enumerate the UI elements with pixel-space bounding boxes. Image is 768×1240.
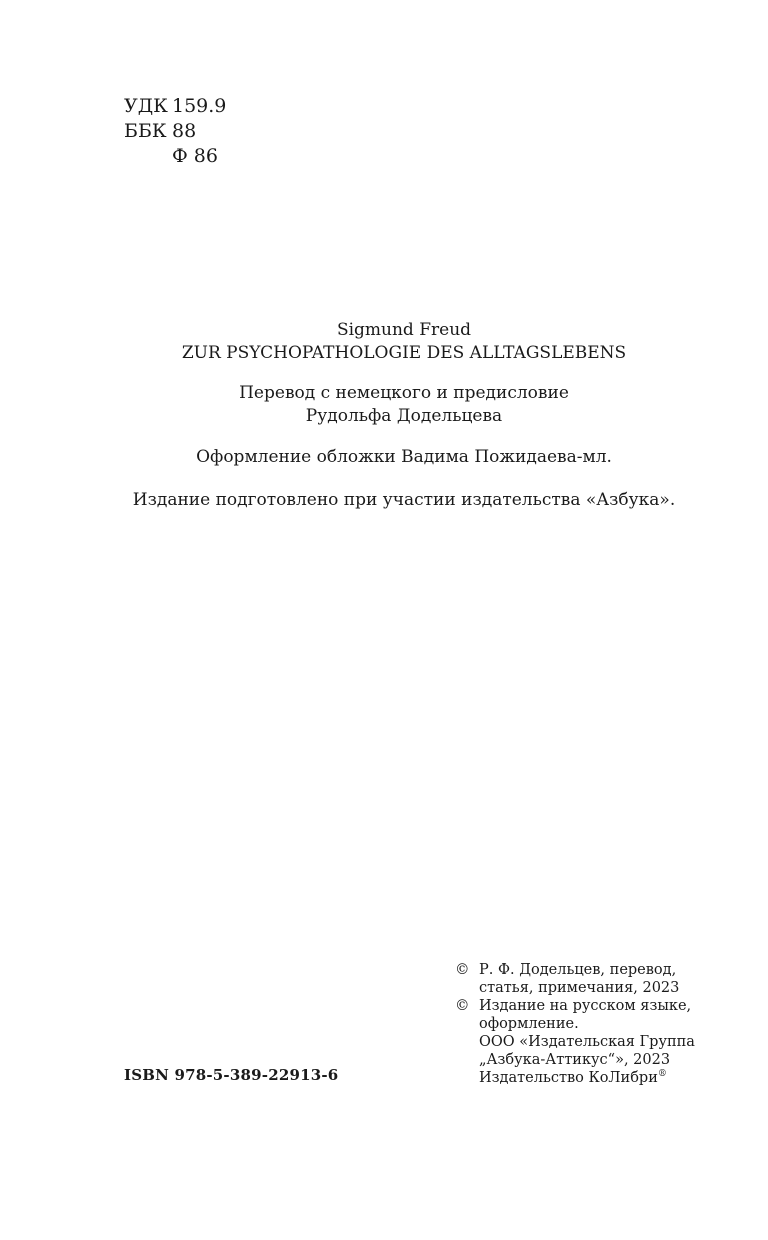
- udk-value: 159.9: [172, 95, 227, 117]
- registered-mark-icon: ®: [657, 1069, 667, 1080]
- copyright-entry-translation: [455, 961, 695, 997]
- publisher-note: [0, 489, 768, 512]
- copyright-line-publisher: [479, 1069, 695, 1087]
- copyright-icon: ©: [455, 962, 470, 978]
- copyright-block: [455, 961, 695, 1087]
- copyright-line: Р. Ф. Додельцев, перевод,: [479, 962, 677, 978]
- bbk-label: ББК: [124, 120, 167, 142]
- isbn: ISBN 978-5-389-22913-6: [124, 1066, 339, 1084]
- bbk-value: 88: [172, 120, 197, 142]
- cover-design-text: Оформление обложки Вадима Пожидаева-мл.: [196, 447, 612, 467]
- copyright-icon: ©: [455, 998, 470, 1014]
- translation-credit: [0, 382, 768, 428]
- copyright-line: статья, примечания, 2023: [479, 980, 680, 996]
- cover-design-credit: [0, 446, 768, 469]
- translation-line-1: Перевод с немецкого и предисловие: [239, 383, 569, 403]
- original-title: ZUR PSYCHOPATHOLOGIE DES ALLTAGSLEBENS: [181, 343, 627, 363]
- bbk-row: [124, 119, 226, 144]
- publisher-note-text: Издание подготовлено при участии издательства «Азбука».: [132, 490, 676, 510]
- copyright-line: „Азбука-Аттикус“», 2023: [479, 1052, 671, 1068]
- udk-label: УДК: [124, 95, 168, 117]
- copyright-line: оформление.: [479, 1016, 579, 1032]
- copyright-line: Издание на русском языке,: [479, 998, 692, 1014]
- classification-block: [124, 94, 226, 169]
- author-mark: Ф 86: [172, 145, 218, 167]
- translation-line-2: Рудольфа Додельцева: [305, 406, 503, 426]
- copyright-entry-edition: [455, 997, 695, 1087]
- publisher-name: Издательство КоЛибри: [479, 1070, 658, 1086]
- udk-row: [124, 94, 226, 119]
- original-author: Sigmund Freud: [336, 320, 472, 340]
- copyright-line: ООО «Издательская Группа: [479, 1034, 695, 1050]
- original-work-block: [0, 319, 768, 365]
- author-mark-row: [124, 144, 226, 169]
